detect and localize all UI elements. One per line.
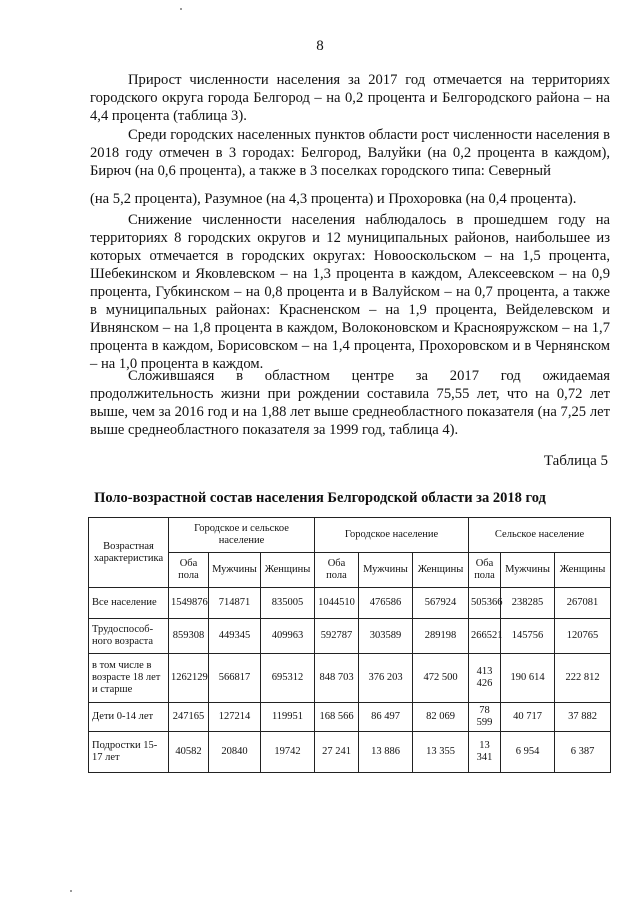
scan-speck	[70, 890, 72, 892]
table-cell: 247165	[169, 703, 209, 732]
table-group-header-row	[89, 518, 611, 553]
row-label: Подростки 15-17 лет	[89, 732, 169, 773]
table-cell: 127214	[209, 703, 261, 732]
table-row	[89, 654, 611, 703]
population-table	[88, 517, 611, 773]
table-cell: 567924	[413, 588, 469, 619]
table-cell: 82 069	[413, 703, 469, 732]
table-cell: 835005	[261, 588, 315, 619]
sub-header-women: Женщины	[261, 553, 315, 588]
table-cell: 592787	[315, 619, 359, 654]
sub-header-women: Женщины	[555, 553, 611, 588]
table-cell: 695312	[261, 654, 315, 703]
sub-header-men: Мужчины	[209, 553, 261, 588]
sub-header-women: Женщины	[413, 553, 469, 588]
table-title: Поло-возрастной состав населения Белгородской области за 2018 год	[94, 490, 546, 506]
table-cell: 376 203	[359, 654, 413, 703]
table-cell: 19742	[261, 732, 315, 773]
table-cell: 1262129	[169, 654, 209, 703]
paragraph-urban-growth: Среди городских населенных пунктов области рост численности населения в 2018 году отмечен в 3 городах: Белгород, Валуйки (на 0,2 процента в каждом), Бирюч (на 0,6 процента), а также в 3 поселках городского типа: Северный	[90, 127, 610, 179]
table-cell: 859308	[169, 619, 209, 654]
table-cell: 1549876	[169, 588, 209, 619]
table-cell: 413 426	[469, 654, 501, 703]
sub-header-men: Мужчины	[501, 553, 555, 588]
paragraph-population-decline: Снижение численности населения наблюдалось в прошедшем году на территориях 8 городских округов и 12 муниципальных районов, наибольшее из которых отмечается в городских округах: Новооскольском – на 1,5 процента, Шебекинском и Яковлевском – на 1,3 процента в каждом, Алексеевском – на 0,9 процента, Губкинском – на 0,8 процента и в Валуйском – на 0,7 процента, а также в муниципальных районах: Красненском – на 1,9 процента, Вейделевском и Ивнянском – на 1,8 процента в каждом, Волоконовском и Краснояружском – на 1,7 процента в каждом, Борисовском – на 1,4 процента, Прохоровском и в Чернянском – на 1,0 процента в каждом.	[90, 212, 610, 372]
table-cell: 472 500	[413, 654, 469, 703]
sub-header-both: Оба пола	[469, 553, 501, 588]
scan-speck	[180, 8, 182, 10]
table-cell: 20840	[209, 732, 261, 773]
table-row	[89, 588, 611, 619]
table-cell: 40582	[169, 732, 209, 773]
sub-header-both: Оба пола	[315, 553, 359, 588]
table-cell: 714871	[209, 588, 261, 619]
table-cell: 6 387	[555, 732, 611, 773]
table-cell: 86 497	[359, 703, 413, 732]
table-row	[89, 703, 611, 732]
table-cell: 505366	[469, 588, 501, 619]
table-cell: 409963	[261, 619, 315, 654]
table-cell: 1044510	[315, 588, 359, 619]
table-row	[89, 619, 611, 654]
row-label: в том числе в возрасте 18 лет и старше	[89, 654, 169, 703]
table-cell: 266521	[469, 619, 501, 654]
table-cell: 120765	[555, 619, 611, 654]
corner-header: Возрастная характеристика	[89, 518, 169, 588]
table-cell: 13 355	[413, 732, 469, 773]
table-cell: 848 703	[315, 654, 359, 703]
table-cell: 303589	[359, 619, 413, 654]
table-cell: 476586	[359, 588, 413, 619]
table-cell: 6 954	[501, 732, 555, 773]
group-header-urban: Городское население	[315, 518, 469, 553]
table-cell: 238285	[501, 588, 555, 619]
table-cell: 27 241	[315, 732, 359, 773]
table-cell: 78 599	[469, 703, 501, 732]
row-label: Все население	[89, 588, 169, 619]
table-cell: 289198	[413, 619, 469, 654]
table-label: Таблица 5	[543, 453, 608, 469]
row-label: Дети 0-14 лет	[89, 703, 169, 732]
paragraph-population-growth: Прирост численности населения за 2017 год отмечается на территориях городского округа города Белгород – на 0,2 процента и Белгородского района – на 4,4 процента (таблица 3).	[90, 72, 610, 124]
table-cell: 145756	[501, 619, 555, 654]
table-cell: 168 566	[315, 703, 359, 732]
paragraph-life-expectancy: Сложившаяся в областном центре за 2017 год ожидаемая продолжительность жизни при рождении составила 75,55 лет, что на 0,72 лет выше, чем за 2016 год и на 1,88 лет выше среднеобластного показателя (на 7,25 лет выше среднеобластного показателя за 1999 год, таблица 4).	[90, 368, 610, 438]
table-cell: 119951	[261, 703, 315, 732]
table-cell: 13 886	[359, 732, 413, 773]
table-cell: 190 614	[501, 654, 555, 703]
table-cell: 566817	[209, 654, 261, 703]
row-label: Трудоспособ-ного возраста	[89, 619, 169, 654]
paragraph-urban-growth-cont: (на 5,2 процента), Разумное (на 4,3 процента) и Прохоровка (на 0,4 процента).	[90, 191, 577, 207]
group-header-total: Городское и сельское население	[169, 518, 315, 553]
table-cell: 222 812	[555, 654, 611, 703]
table-cell: 13 341	[469, 732, 501, 773]
table-cell: 267081	[555, 588, 611, 619]
table-cell: 449345	[209, 619, 261, 654]
table-row	[89, 732, 611, 773]
sub-header-men: Мужчины	[359, 553, 413, 588]
page-number: 8	[316, 38, 324, 54]
group-header-rural: Сельское население	[469, 518, 611, 553]
sub-header-both: Оба пола	[169, 553, 209, 588]
table-cell: 40 717	[501, 703, 555, 732]
table-cell: 37 882	[555, 703, 611, 732]
